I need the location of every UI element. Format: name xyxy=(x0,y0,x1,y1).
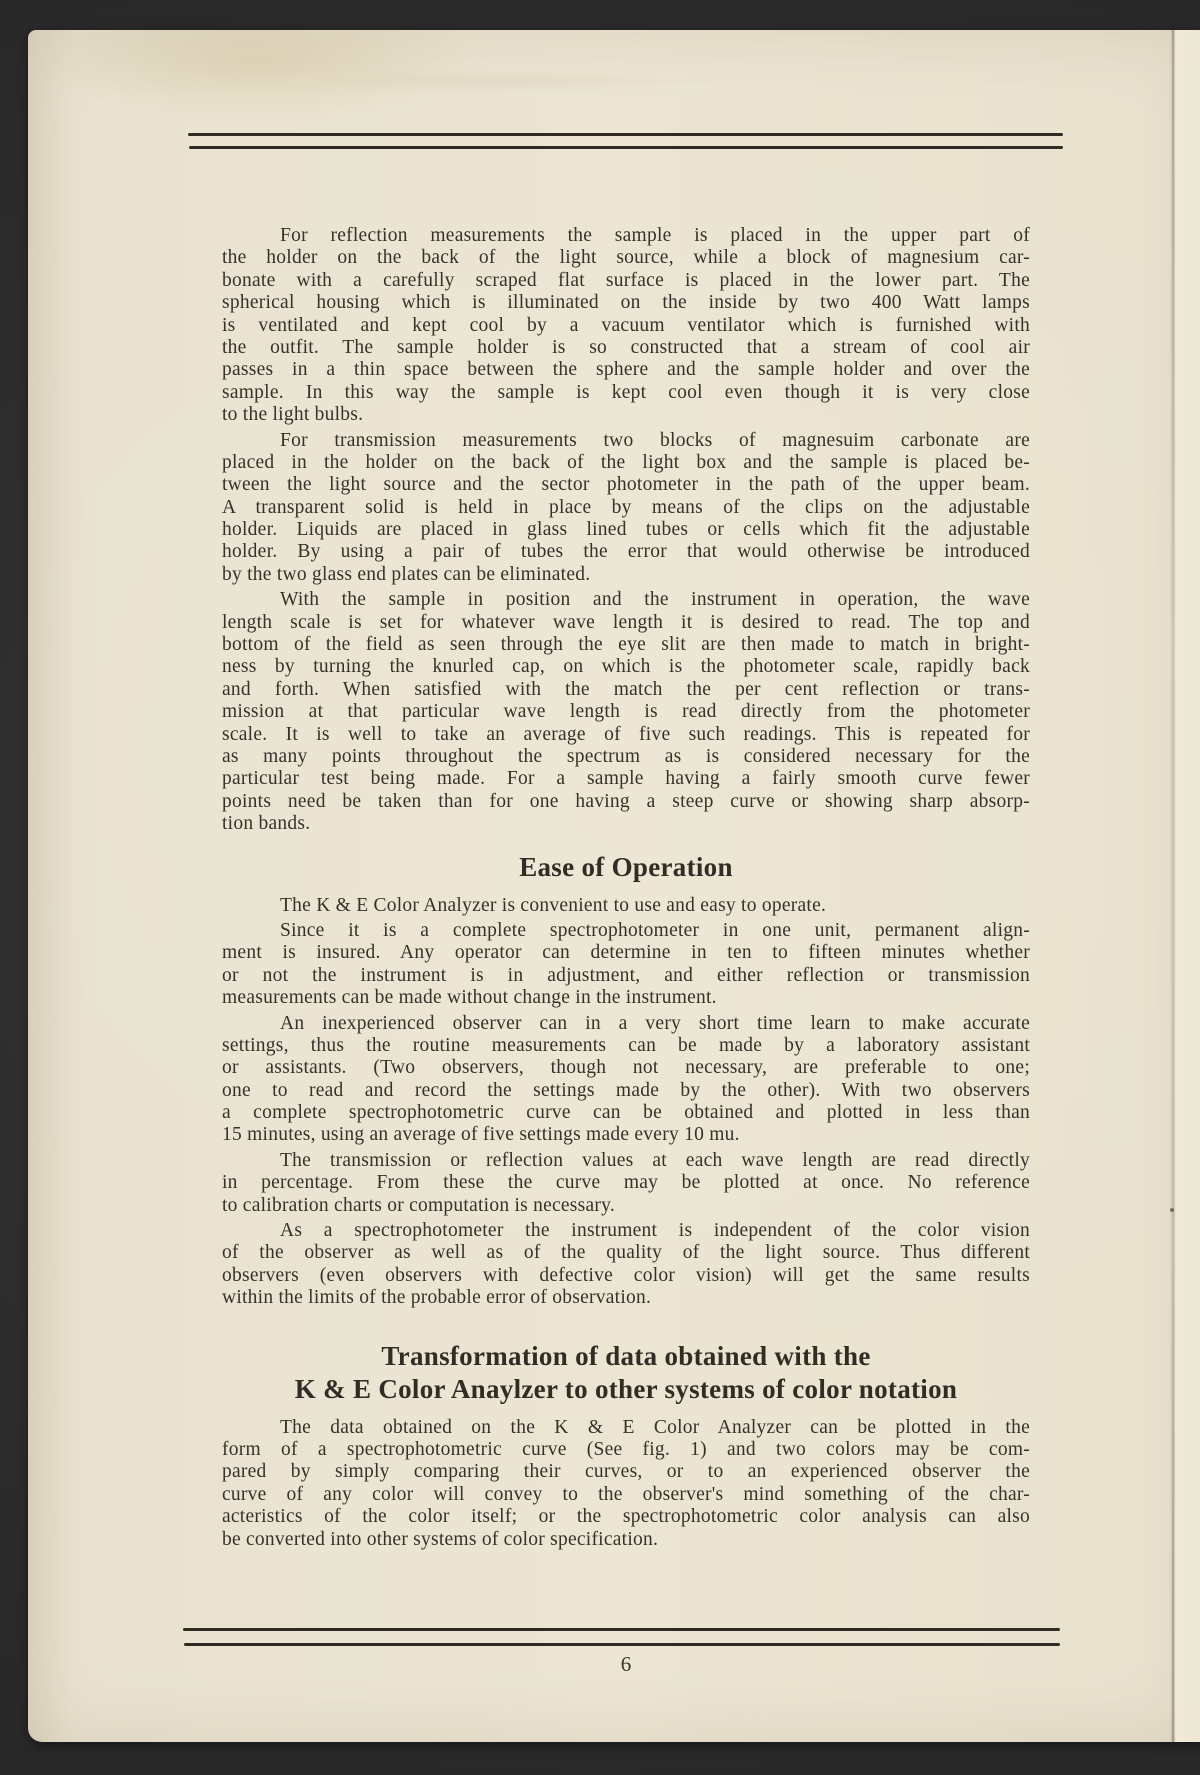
text-line: spherical housing which is illuminated on the inside by two 400 Watt lamps xyxy=(222,292,1030,314)
text-line: of the observer as well as of the quality of the light source. Thus different xyxy=(222,1242,1030,1264)
text-line: As a spectrophotometer the instrument is independent of the color vision xyxy=(280,1220,1030,1242)
text-line: particular test being made. For a sample having a fairly smooth curve fewer xyxy=(222,768,1030,790)
text-line: Transformation of data obtained with the xyxy=(381,1340,871,1371)
text-line: to the light bulbs. xyxy=(222,404,364,426)
text-line: The transmission or reflection values at each wave length are read directly xyxy=(280,1149,1030,1171)
text-line: be converted into other systems of color specification. xyxy=(222,1528,659,1550)
text-line: tween the light source and the sector photometer in the path of the upper beam. xyxy=(222,474,1030,496)
text-line: sample. In this way the sample is kept cool even though it is very close xyxy=(222,381,1030,403)
bottom-double-rule-line-2 xyxy=(184,1643,1060,1646)
text-line: ness by turning the knurled cap, on which is the photometer scale, rapidly back xyxy=(222,656,1030,678)
text-line: length scale is set for whatever wave length it is desired to read. The top and xyxy=(222,611,1030,633)
text-line: mission at that particular wave length is read directly from the photometer xyxy=(222,701,1030,723)
text-line: With the sample in position and the instrument in operation, the wave xyxy=(280,589,1030,611)
text-line: points need be taken than for one having a steep curve or showing sharp absorp- xyxy=(222,790,1030,812)
text-line: holder. By using a pair of tubes the error that would otherwise be introduced xyxy=(222,541,1030,563)
document-page xyxy=(28,30,1200,1742)
text-line: within the limits of the probable error of observation. xyxy=(222,1287,652,1309)
paragraph xyxy=(222,920,1030,1010)
text-line: as many points throughout the spectrum as is considered necessary for the xyxy=(222,745,1030,767)
text-line: An inexperienced observer can in a very short time learn to make accurate xyxy=(280,1012,1030,1034)
text-line: and forth. When satisfied with the match the per cent reflection or trans- xyxy=(222,678,1030,700)
text-line: pared by simply comparing their curves, or to an experienced observer the xyxy=(222,1461,1030,1483)
text-line: Ease of Operation xyxy=(519,851,733,882)
text-line: curve of any color will convey to the observer's mind something of the char- xyxy=(222,1483,1030,1505)
text-line: measurements can be made without change in the instrument. xyxy=(222,987,717,1009)
text-line: Since it is a complete spectrophotometer in one unit, permanent align- xyxy=(280,919,1030,941)
text-line: K & E Color Anaylzer to other systems of color notation xyxy=(294,1373,958,1404)
text-line: bonate with a carefully scraped flat surface is placed in the lower part. The xyxy=(222,269,1030,291)
text-line: 15 minutes, using an average of five settings made every 10 mu. xyxy=(222,1124,740,1146)
page-number: 6 xyxy=(620,1652,632,1676)
text-line: to calibration charts or computation is necessary. xyxy=(222,1194,615,1216)
text-line: scale. It is well to take an average of five such readings. This is repeated for xyxy=(222,723,1030,745)
text-line: For reflection measurements the sample is placed in the upper part of xyxy=(280,225,1030,246)
text-line: ment is insured. Any operator can determine in ten to fifteen minutes whether xyxy=(222,942,1030,964)
text-line: settings, thus the routine measurements can be made by a laboratory assistant xyxy=(222,1034,1030,1056)
text-line: acteristics of the color itself; or the spectrophotometric color analysis can also xyxy=(222,1506,1030,1528)
page-body-text xyxy=(222,225,1030,1551)
section-heading xyxy=(222,1340,1030,1406)
paragraph xyxy=(222,589,1030,835)
section-heading xyxy=(222,851,1030,884)
paragraph xyxy=(222,430,1030,587)
bottom-double-rule-line-1 xyxy=(183,1628,1060,1631)
paper-stain xyxy=(328,68,748,94)
adjacent-page-edge xyxy=(1175,30,1200,1742)
text-line: or not the instrument is in adjustment, and either reflection or transmission xyxy=(222,964,1030,986)
text-line: in percentage. From these the curve may be plotted at once. No reference xyxy=(222,1172,1030,1194)
text-line: bottom of the field as seen through the eye slit are then made to match in bright- xyxy=(222,634,1030,656)
text-line: placed in the holder on the back of the light box and the sample is placed be- xyxy=(222,451,1030,473)
text-line: tion bands. xyxy=(222,813,311,835)
text-line: is ventilated and kept cool by a vacuum ventilator which is furnished with xyxy=(222,314,1030,336)
top-double-rule-line-1 xyxy=(188,133,1063,136)
paragraph xyxy=(222,225,1030,427)
binding-crease xyxy=(1172,30,1174,1742)
text-line: by the two glass end plates can be eliminated. xyxy=(222,563,591,585)
text-line: The K & E Color Analyzer is convenient to use and easy to operate. xyxy=(280,894,827,916)
top-double-rule-line-2 xyxy=(189,146,1063,149)
text-line: form of a spectrophotometric curve (See fig. 1) and two colors may be com- xyxy=(222,1438,1030,1460)
text-line: the holder on the back of the light source, while a block of magnesium car- xyxy=(222,247,1030,269)
text-line: The data obtained on the K & E Color Analyzer can be plotted in the xyxy=(280,1416,1030,1438)
binding-stitch xyxy=(1170,1208,1174,1212)
text-line: a complete spectrophotometric curve can be obtained and plotted in less than xyxy=(222,1102,1030,1124)
paragraph xyxy=(222,1417,1030,1551)
text-line: A transparent solid is held in place by means of the clips on the adjustable xyxy=(222,496,1030,518)
text-line: holder. Liquids are placed in glass lined tubes or cells which fit the adjustable xyxy=(222,519,1030,541)
paragraph xyxy=(222,1220,1030,1310)
text-line: or assistants. (Two observers, though not necessary, are preferable to one; xyxy=(222,1057,1030,1079)
text-line: observers (even observers with defective color vision) will get the same results xyxy=(222,1264,1030,1286)
paragraph xyxy=(222,895,1030,917)
paragraph xyxy=(222,1013,1030,1147)
text-line: passes in a thin space between the sphere and the sample holder and over the xyxy=(222,359,1030,381)
text-line: For transmission measurements two blocks of magnesuim carbonate are xyxy=(280,429,1030,451)
text-line: one to read and record the settings made by the other). With two observers xyxy=(222,1079,1030,1101)
paragraph xyxy=(222,1150,1030,1217)
text-line: the outfit. The sample holder is so constructed that a stream of cool air xyxy=(222,336,1030,358)
